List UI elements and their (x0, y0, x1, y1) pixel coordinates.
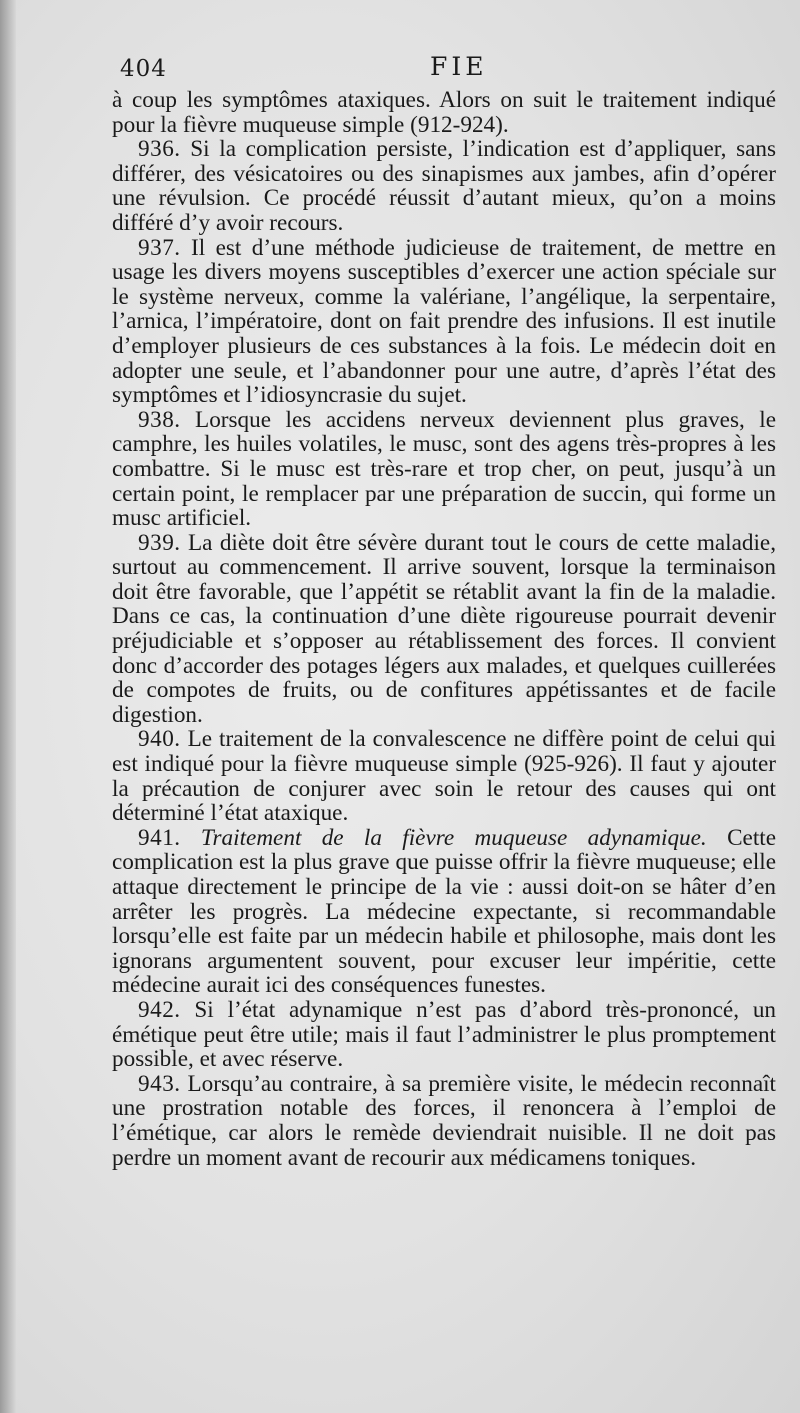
paragraph-940 (112, 727, 776, 825)
paragraph-text: Si la complication persiste, l’indication est d’appliquer, sans différer, des vésicatoires ou des sinapismes aux jambes, afin d’opérer une révulsion. Ce procédé réussit d’autant mieux, qu’on a moins différé d’y avoir recours. (112, 136, 776, 236)
paragraph-text: La diète doit être sévère durant tout le cours de cette maladie, surtout au commencement. Il arrive souvent, lorsque la terminaison doit être favorable, que l’appétit se rétablit avant la fin de la maladie. Dans ce cas, la continuation d’une diète rigoureuse pourrait devenir préjudiciable et s’opposer au rétablissement des forces. Il convient donc d’accorder des potages légers aux malades, et quelques cuillerées de compotes de fruits, ou de confitures appétissantes et de facile digestion. (112, 529, 777, 728)
paragraph-text: Il est d’une méthode judicieuse de traitement, de mettre en usage les divers moyens susceptibles d’exercer une action spéciale sur le système nerveux, comme la valériane, l’angélique, la serpentaire, l’arnica, l’impératoire, dont on fait prendre des infusions. Il est inutile d’employer plusieurs de ces substances à la fois. Le médecin doit en adopter une seule, et l’abandonner pour une autre, d’après l’état des symptômes et l’idiosyncrasie du sujet. (112, 234, 776, 409)
paragraph-continuation (112, 88, 776, 137)
paragraph-942 (112, 998, 776, 1072)
paragraph-text: Si l’état adynamique n’est pas d’abord très-prononcé, un émétique peut être utile; mais il faut l’administrer le plus promptement possible, et avec réserve. (112, 996, 777, 1073)
paragraph-937 (112, 236, 776, 408)
paragraph-number: 937. (138, 234, 181, 261)
paragraph-text: Cette complication est la plus grave que puisse offrir la fièvre muqueuse; elle attaque directement le principe de la vie : aussi doit-on se hâter d’en arrêter les progrès. La médecine expectante, si recommandable lorsqu’elle est faite par un médecin habile et philosophe, mais dont les ignorans argumentent souvent, pour excuser leur impéritie, cette médecine aurait ici des conséquences funestes. (112, 824, 776, 999)
paragraph-number: 939. (138, 529, 181, 556)
paragraph-text: Lorsque les accidens nerveux deviennent plus graves, le camphre, les huiles volatiles, le musc, sont des agens très-propres à les combattre. Si le musc est très-rare et trop cher, on peut, jusqu’à un certain point, le remplacer par une préparation de succin, qui forme un musc artificiel. (112, 406, 776, 532)
paragraph-938 (112, 408, 776, 531)
paragraph-text: Le traitement de la convalescence ne diffère point de celui qui est indiqué pour la fièvre muqueuse simple (925-926). Il faut y ajouter la précaution de conjurer avec soin le retour des causes qui ont déterminé l’état ataxique. (112, 726, 776, 827)
paragraph-943 (112, 1072, 776, 1170)
body-text (112, 88, 776, 1170)
paragraph-text: Lorsqu’au contraire, à sa première visite, le médecin reconnaît une prostration notable des forces, il renoncera à l’emploi de l’émétique, car alors le remède deviendrait nuisible. Il ne doit pas perdre un moment avant de recourir aux médicamens toniques. (112, 1070, 776, 1171)
paragraph-number: 936. (138, 136, 181, 163)
paragraph-number: 943. (138, 1070, 181, 1097)
running-head: FIE (430, 52, 488, 81)
paragraph-939 (112, 531, 776, 728)
page-number: 404 (120, 56, 167, 82)
page-header (112, 46, 776, 88)
page-spine-shadow (0, 0, 16, 1413)
paragraph-number: 942. (138, 996, 181, 1023)
paragraph-number: 938. (138, 406, 181, 433)
section-heading: Traitement de la fièvre muqueuse adynamique. (200, 824, 707, 851)
paragraph-number: 940. (138, 726, 181, 753)
paragraph-text: à coup les symptômes ataxiques. Alors on suit le traitement indiqué pour la fièvre muqueuse simple (912-924). (112, 87, 776, 138)
paragraph-936 (112, 137, 776, 235)
paragraph-941 (112, 826, 776, 998)
paragraph-number: 941. (138, 824, 181, 851)
